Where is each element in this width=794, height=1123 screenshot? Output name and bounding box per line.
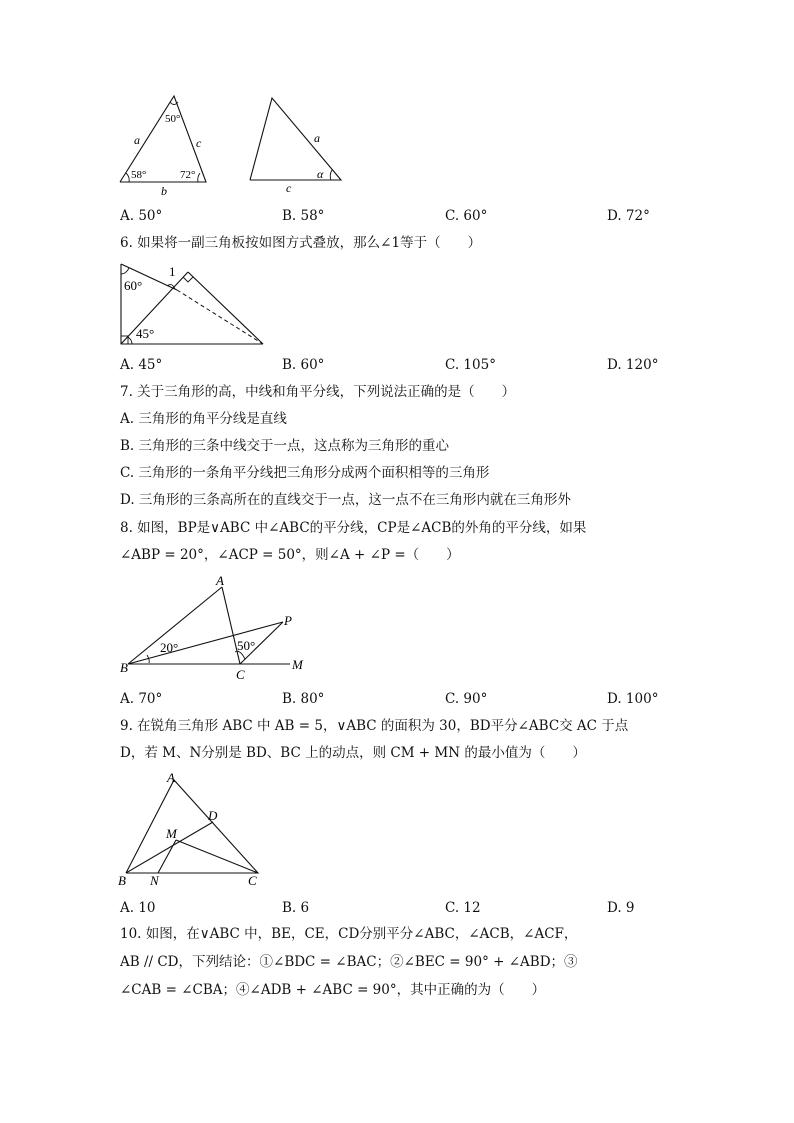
vertex-a-label: A bbox=[167, 770, 175, 785]
q6-option-d[interactable]: D. 120° bbox=[607, 357, 659, 373]
q6-option-b[interactable]: B. 60° bbox=[282, 357, 325, 373]
q8-stem-line-2: ∠ABP = 20°，∠ACP = 50°，则∠A + ∠P =（ ） bbox=[120, 547, 460, 563]
q6-option-c[interactable]: C. 105° bbox=[445, 357, 496, 373]
q7-option-d[interactable]: D. 三角形的三条高所在的直线交于一点，这一点不在三角形内就在三角形外 bbox=[120, 492, 571, 508]
angle-1-label: 1 bbox=[169, 264, 176, 279]
angle-left-label: 58° bbox=[131, 169, 147, 181]
q10-stem-line-3: ∠CAB = ∠CBA；④∠ADB + ∠ABC = 90°，其中正确的为（ ） bbox=[120, 982, 546, 998]
side-a-label: a bbox=[314, 131, 320, 145]
q5-option-c[interactable]: C. 60° bbox=[445, 208, 488, 224]
q5-option-a[interactable]: A. 50° bbox=[120, 208, 163, 224]
side-c-label: c bbox=[196, 136, 202, 150]
vertex-c-label: C bbox=[248, 873, 257, 888]
point-m-label: M bbox=[166, 826, 177, 841]
q5-triangle-figure-2 bbox=[244, 92, 354, 200]
q5-option-b[interactable]: B. 58° bbox=[282, 208, 325, 224]
q9-triangle-figure bbox=[112, 770, 272, 892]
vertex-a-label: A bbox=[216, 573, 224, 588]
q7-stem: 7. 关于三角形的高，中线和角平分线，下列说法正确的是（ ） bbox=[120, 384, 516, 400]
q7-option-a[interactable]: A. 三角形的角平分线是直线 bbox=[120, 411, 287, 427]
q10-stem-line-1: 10. 如图，在∨ABC 中，BE，CE，CD分别平分∠ABC，∠ACB，∠ACF， bbox=[120, 926, 578, 942]
side-c-label: c bbox=[286, 181, 292, 195]
vertex-p-label: P bbox=[284, 613, 292, 628]
q8-option-c[interactable]: C. 90° bbox=[445, 691, 488, 707]
vertex-b-label: B bbox=[120, 660, 128, 675]
q9-stem-line-2: D，若 M、N分别是 BD、BC 上的动点，则 CM + MN 的最小值为（ ） bbox=[120, 745, 586, 761]
q7-option-c[interactable]: C. 三角形的一条角平分线把三角形分成两个面积相等的三角形 bbox=[120, 465, 490, 481]
point-d-label: D bbox=[208, 808, 218, 823]
angle-top-label: 50° bbox=[165, 113, 181, 125]
angle-45-label: 45° bbox=[136, 326, 155, 341]
q6-stem: 6. 如果将一副三角板按如图方式叠放，那么∠1等于（ ） bbox=[120, 235, 482, 251]
q9-option-d[interactable]: D. 9 bbox=[607, 900, 635, 916]
q8-option-d[interactable]: D. 100° bbox=[607, 691, 659, 707]
q9-stem-line-1: 9. 在锐角三角形 ABC 中 AB = 5，∨ABC 的面积为 30，BD平分∠ABC交 AC 于点 bbox=[120, 718, 629, 734]
q6-set-square-figure bbox=[112, 258, 272, 350]
angle-50-label: 50° bbox=[237, 638, 256, 653]
angle-60-label: 60° bbox=[124, 278, 143, 293]
q7-option-b[interactable]: B. 三角形的三条中线交于一点，这点称为三角形的重心 bbox=[120, 438, 450, 454]
q8-option-a[interactable]: A. 70° bbox=[120, 691, 163, 707]
q8-option-b[interactable]: B. 80° bbox=[282, 691, 325, 707]
q9-option-a[interactable]: A. 10 bbox=[120, 900, 156, 916]
side-a-label: a bbox=[134, 133, 140, 147]
angle-20-label: 20° bbox=[160, 640, 179, 655]
angle-right-label: 72° bbox=[180, 169, 196, 181]
point-n-label: N bbox=[150, 873, 159, 888]
q6-option-a[interactable]: A. 45° bbox=[120, 357, 163, 373]
q5-triangle-figure-1 bbox=[112, 92, 222, 200]
q5-option-d[interactable]: D. 72° bbox=[607, 208, 650, 224]
q10-stem-line-2: AB // CD，下列结论：①∠BDC = ∠BAC；②∠BEC = 90° + ∠ABD；③ bbox=[120, 954, 578, 970]
side-b-label: b bbox=[161, 184, 167, 198]
point-m-label: M bbox=[292, 657, 303, 672]
q9-option-b[interactable]: B. 6 bbox=[282, 900, 310, 916]
q8-triangle-figure bbox=[112, 572, 312, 684]
angle-alpha-label: α bbox=[317, 167, 324, 181]
vertex-b-label: B bbox=[118, 873, 126, 888]
q9-option-c[interactable]: C. 12 bbox=[445, 900, 481, 916]
q8-stem-line-1: 8. 如图，BP是∨ABC 中∠ABC的平分线，CP是∠ACB的外角的平分线，如果 bbox=[120, 520, 587, 536]
vertex-c-label: C bbox=[236, 667, 245, 682]
